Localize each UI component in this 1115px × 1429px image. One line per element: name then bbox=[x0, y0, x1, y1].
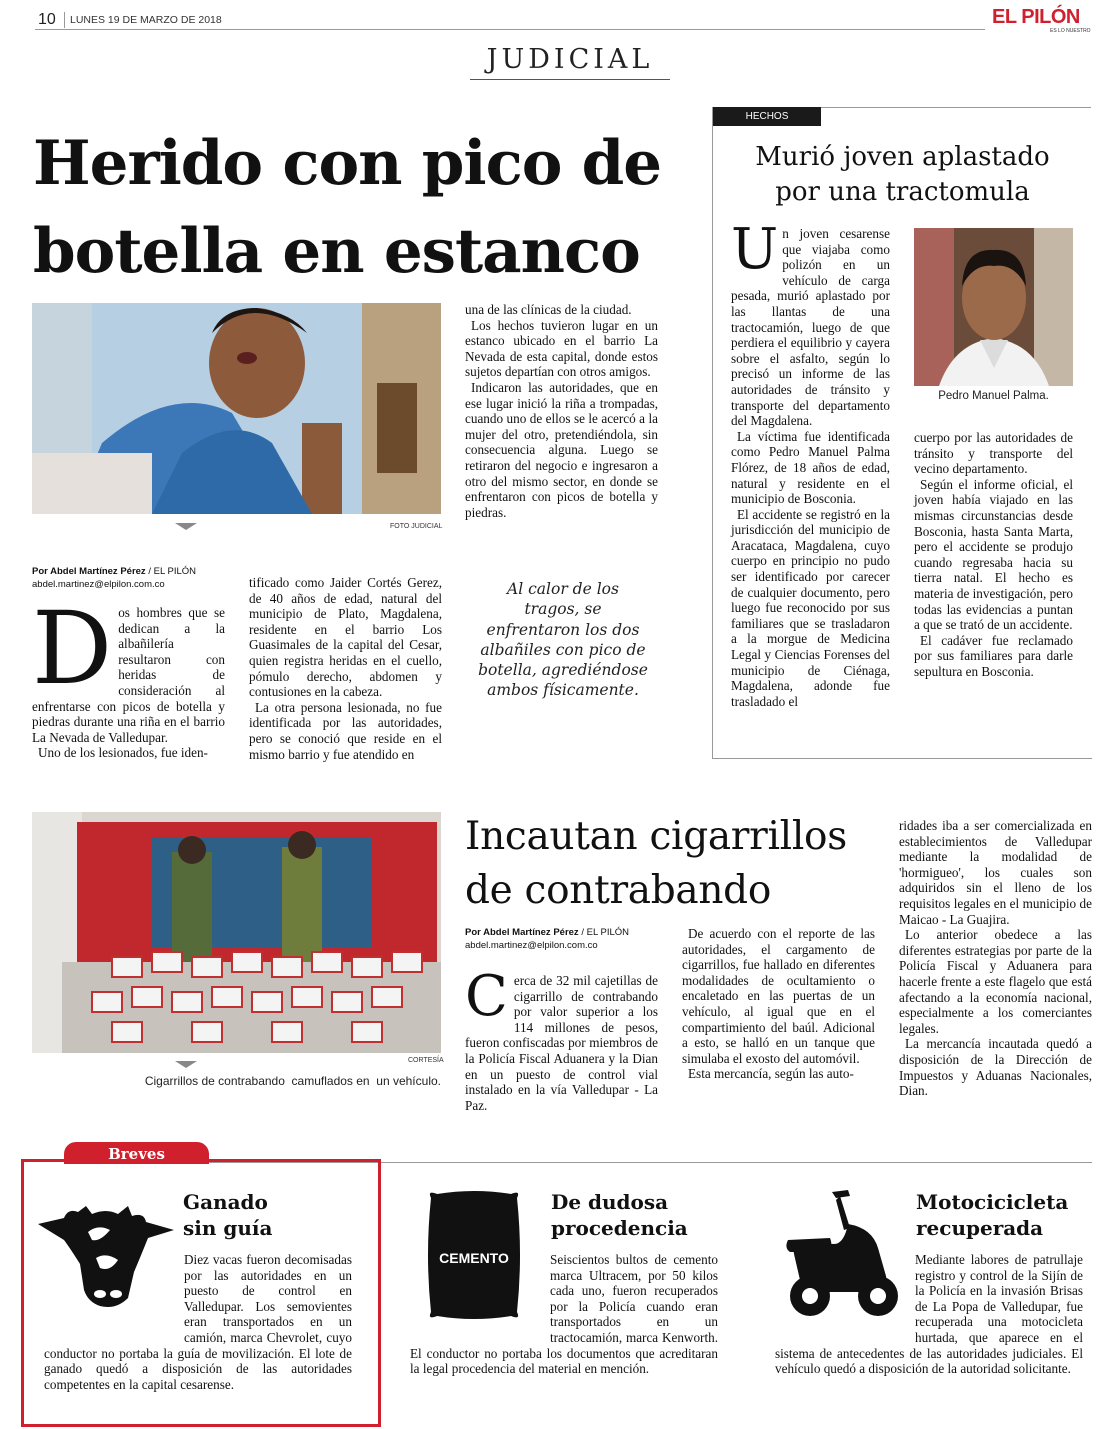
photo-credit: FOTO JUDICIAL bbox=[390, 523, 443, 530]
cement-label: CEMENTO bbox=[439, 1250, 509, 1266]
side-col1-p1: n joven cesarense que viajaba como polizón en un vehículo de carga pesada, murió aplastado por las llantas de una tractocamión, luego de que perdiera el equilibrio y cayera sobre el asfalto, según lo precisó un informe de las autoridades de tránsito y transporte del departamento del Magdalena. bbox=[731, 226, 890, 429]
breve-1-text bbox=[44, 1252, 352, 1392]
main-col2-p2: La otra persona lesionada, no fue identificada por las autoridades, pero se conoció que reside en el mismo barrio y fue atendido en bbox=[249, 699, 442, 762]
cigarettes-illustration bbox=[32, 812, 441, 1053]
side-col1-p3: El accidente se registró en la jurisdicción del municipio de Aracataca, Magdalena, cuyo cuerpo en principio no pudo ser identificado por carecer de cualquier documento, pero luego fue reconocido por sus familiares que se trasladaron a la morgue de Medicina Legal y Ciencias Forenses del municipio de Ciénaga, Magdalena, adonde fue trasladado el bbox=[731, 506, 890, 709]
side-col1-p2: La víctima fue identificada como Pedro Manuel Palma Flórez, de 18 años de edad, natural y residente en el municipio de Bosconia. bbox=[731, 428, 890, 507]
header-divider-small bbox=[64, 12, 65, 28]
side-col-1 bbox=[731, 217, 890, 709]
breves-tab: Breves bbox=[64, 1142, 209, 1164]
breve-1-float-spacer bbox=[44, 1252, 184, 1330]
hechos-tag: HECHOS bbox=[713, 107, 821, 126]
breve-2-body: Seiscientos bultos de cemento marca Ultracem, por 50 kilos cada uno, fueron recuperados por la Policía cuando eran transportados en un tractocamión, marca Kenworth. El conductor no portaba los documentos que acreditaran la legal procedencia del material en mención. bbox=[410, 1252, 718, 1377]
side-headline: Murió joven aplastado por una tractomula bbox=[755, 142, 1050, 207]
cig-col3-p2: Lo anterior obedece a las diferentes estrategias por parte de la Policía Fiscal y Aduanera para hacerle frente a este flagelo que está afectando a la economía nacional, especialmente a los comerciantes legales. bbox=[899, 927, 1092, 1036]
victim-portrait-photo bbox=[914, 228, 1073, 386]
cig-col3-p1: ridades iba a ser comercializada en establecimientos de Valledupar mediante la modalidad de 'hormigueo', los cuales son adquiridos sin el lleno de los requisitos legales en el municipio de Maicao - La Guajira. bbox=[899, 818, 1092, 927]
photo-illustration bbox=[32, 303, 441, 514]
cig-col2-p1: De acuerdo con el reporte de las autoridades, el cargamento de cigarrillos, fue hallado en diferentes modalidades de ocultamiento o encaletado en las puertas de un vehículo, al igual que en el compartimiento del baúl. Adicional a esto, se halló en un tanque que simulaba el exosto del automóvil. bbox=[682, 926, 875, 1066]
byline-email: abdel.martinez@elpilon.com.co bbox=[32, 579, 165, 590]
page-date: LUNES 19 DE MARZO DE 2018 bbox=[70, 14, 222, 26]
main-col2-p1: tificado como Jaider Cortés Gerez, de 40 años de edad, natural del municipio de Plato, Magdalena, residente en el barrio Los Guasimales de la capital del Cesar, quien registra heridas en el cuello, pómulo derecho, abdomen y contusiones en la cabeza. bbox=[249, 575, 442, 700]
cig-col-2 bbox=[682, 926, 875, 1082]
cig-col-1 bbox=[465, 964, 658, 1113]
cig-byline-outlet: / EL PILÓN bbox=[581, 927, 630, 938]
byline-outlet: / EL PILÓN bbox=[148, 566, 197, 577]
main-col1-text: os hombres que se dedican a la albañilería resultaron con heridas de consideración al enfrentarse con picos de botella y piedras durante una riña en el barrio La Nevada de Valledupar. bbox=[32, 605, 225, 745]
main-col1-p2: Uno de los lesionados, fue iden- bbox=[38, 745, 208, 761]
byline bbox=[32, 565, 242, 591]
dropcap: D bbox=[32, 590, 113, 707]
breve-1-body: Diez vacas fueron decomisadas por las autoridades en un puesto de control en Valledupar. Los semovientes eran transportados en un camión, marca Chevrolet, cuyo conductor no portaba la guía de movilización. El lote de ganado quedó a disposición de las autoridades competentes en la capital cesarense. bbox=[44, 1252, 352, 1392]
cig-col-3 bbox=[899, 818, 1092, 1099]
cigarettes-photo bbox=[32, 812, 441, 1053]
cig-byline bbox=[465, 926, 675, 952]
injured-man-photo bbox=[32, 303, 441, 514]
main-col3-p3: Indicaron las autoridades, que en ese lugar inició la riña a trompadas, cuando uno de ellos se le acercó a la mujer del otro, pretendiéndola, sin consecuencia alguna. Luego se retiraron del negocio e ingresaron a otro del mismo sector, en donde se enfrentaron con picos de botella y piedras. bbox=[465, 379, 658, 520]
main-col3-p2: Los hechos tuvieron lugar en un estanco ubicado en el barrio La Nevada de esta capital, donde estos sujetos departían con otros amigos. bbox=[465, 317, 658, 380]
main-col-3 bbox=[465, 302, 658, 520]
section-title: JUDICIAL bbox=[486, 44, 654, 75]
breve-2-text bbox=[410, 1252, 718, 1377]
portrait-illustration bbox=[914, 228, 1073, 386]
cig-col3-p3: La mercancía incautada quedó a disposición de la Dirección de Impuestos y Aduanas Nacionales, Dian. bbox=[899, 1036, 1092, 1099]
cig-photo-caption: Cigarrillos de contrabando camuflados en un vehículo. bbox=[144, 1074, 441, 1088]
side-col2-p1: cuerpo por las autoridades de tránsito y transporte del vecino departamento. bbox=[914, 430, 1073, 477]
header-rule bbox=[35, 29, 985, 30]
cig-byline-email: abdel.martinez@elpilon.com.co bbox=[465, 940, 598, 951]
side-col2-p2: Según el informe oficial, el joven había viajado en las mismas circunstancias desde Bosconia, hasta Santa Marta, pero el accidente se produjo cuando regresaba hacia su tierra natal. El hecho es materia de investigación, pero todas las evidencias a puntan a que se trató de un accidente. bbox=[914, 476, 1073, 633]
breve-3-title: Motocicicleta recuperada bbox=[916, 1190, 1069, 1240]
cig-col1-text: erca de 32 mil cajetillas de cigarrillo de contrabando por valor superior a los 114 millones de pesos, fueron confiscadas por miembros de la Policía Fiscal Aduanera y la Dian en un puesto de control vial instalado en la vía Valledupar - La Paz. bbox=[465, 973, 658, 1113]
breve-3-float-spacer bbox=[775, 1252, 915, 1330]
breve-2-float-spacer bbox=[410, 1252, 550, 1330]
breve-2-title: De dudosa procedencia bbox=[551, 1190, 688, 1240]
photo-pointer-arrow bbox=[175, 523, 197, 530]
logo: EL PILÓN bbox=[992, 6, 1080, 28]
main-headline: Herido con pico de botella en estanco bbox=[33, 128, 662, 287]
breve-1-title: Ganado sin guía bbox=[183, 1190, 273, 1240]
side-dropcap: U bbox=[731, 217, 779, 282]
cig-byline-author: Por Abdel Martínez Pérez bbox=[465, 927, 579, 938]
side-col2-p3: El cadáver fue reclamado por sus familiares para darle sepultura en Bosconia. bbox=[914, 632, 1073, 679]
cig-dropcap: C bbox=[465, 964, 508, 1029]
breve-3-body: Mediante labores de patrullaje registro y control de la Sijín de la Policía en la invasión Brisas de La Popa de Valledupar, fue recuperada una motocicleta hurtada, que aparece en el sistema de antecedentes de las autoridades judiciales. El vehículo quedó a disposición de la autoridad solicitante. bbox=[775, 1252, 1083, 1377]
byline-author: Por Abdel Martínez Pérez bbox=[32, 566, 146, 577]
breve-3-text bbox=[775, 1252, 1083, 1377]
side-col-2 bbox=[914, 430, 1073, 680]
main-col-2 bbox=[249, 575, 442, 762]
portrait-caption: Pedro Manuel Palma. bbox=[938, 390, 1049, 402]
cig-photo-credit: CORTESÍA bbox=[408, 1057, 444, 1064]
main-col3-p1: una de las clínicas de la ciudad. bbox=[465, 302, 632, 317]
cig-photo-pointer-arrow bbox=[175, 1061, 197, 1068]
cig-headline: Incautan cigarrillos de contrabando bbox=[465, 814, 847, 913]
main-col-1 bbox=[32, 590, 225, 761]
pull-quote: Al calor de los tragos, se enfrentaron los dos albañiles con pico de botella, agrediéndose ambos físicamente. bbox=[478, 580, 648, 700]
page-number: 10 bbox=[38, 11, 56, 28]
cig-col2-p2: Esta mercancía, según las auto- bbox=[688, 1066, 854, 1082]
section-underline bbox=[470, 79, 670, 80]
logo-tagline: ES LO NUESTRO bbox=[1050, 28, 1091, 34]
